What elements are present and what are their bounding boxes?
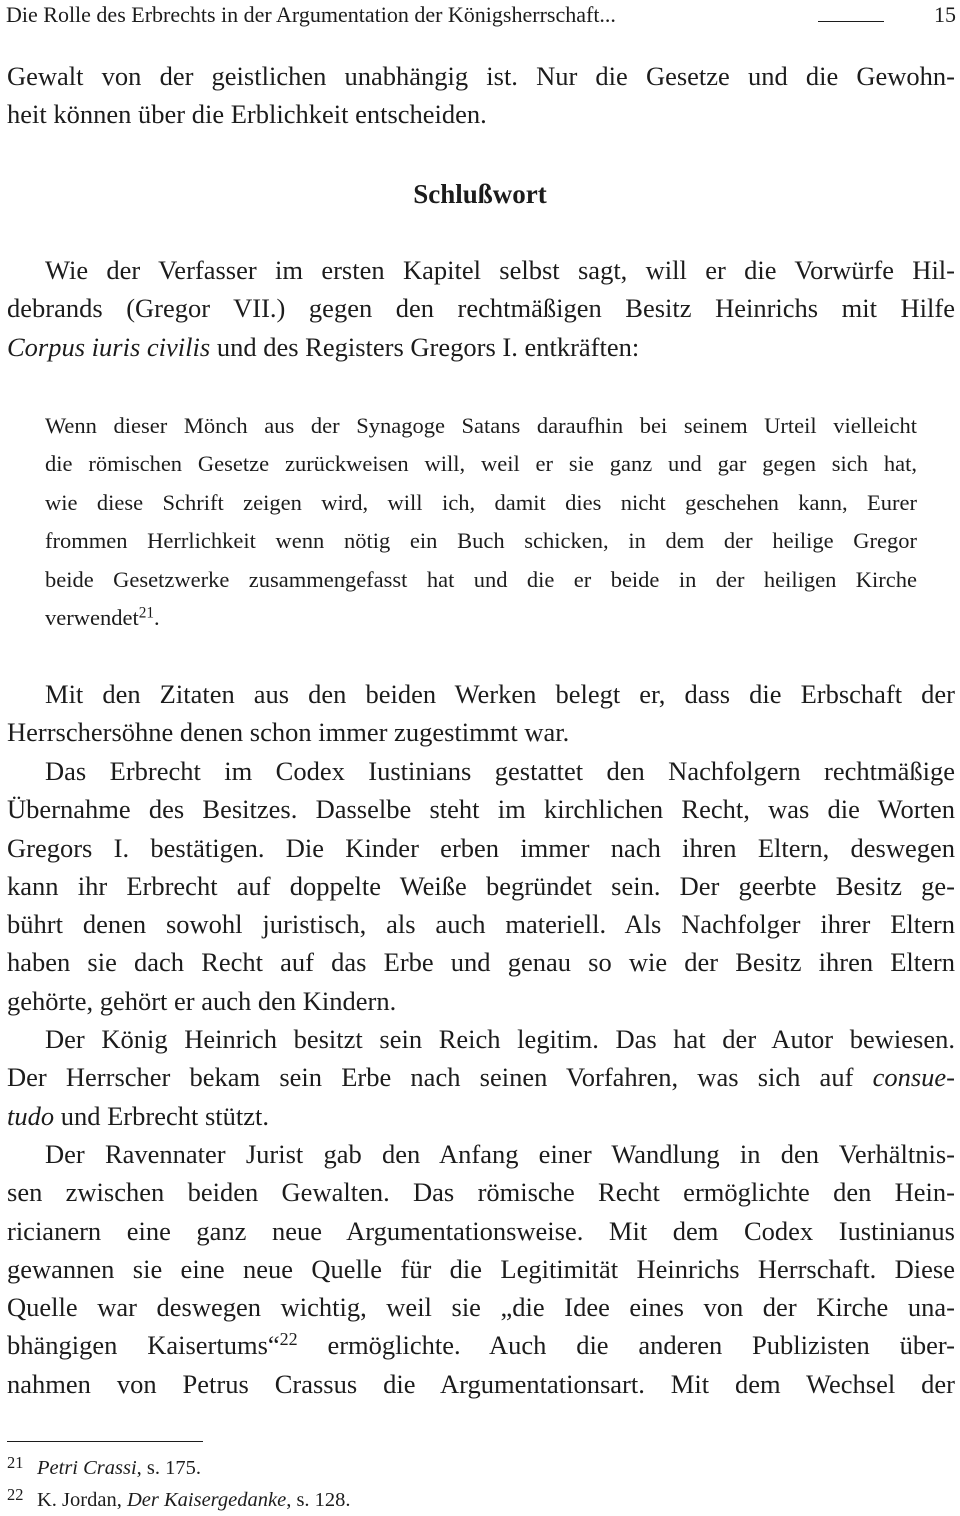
text-line: sen zwischen beiden Gewalten. Das römische Recht ermöglichte den Hein- [7, 1177, 955, 1208]
italic-text: consue- [872, 1062, 955, 1093]
text-line [7, 1097, 955, 1135]
header-rule [818, 21, 884, 22]
page-number: 15 [934, 2, 956, 27]
text-span: ermöglichte. Auch die anderen Publizisten über- [297, 1330, 955, 1361]
text-line: Der König Heinrich besitzt sein Reich legitim. Das hat der Autor bewiesen. [45, 1024, 955, 1054]
paragraph-zitaten [7, 675, 955, 752]
text-line: nahmen von Petrus Crassus die Argumentationsart. Mit dem Wechsel der [7, 1368, 955, 1399]
text-span: , s. 128. [286, 1489, 351, 1511]
running-title: Die Rolle des Erbrechts in der Argumentation der Königsherrschaft... [6, 2, 616, 27]
intro-paragraph [7, 57, 955, 134]
quote-line: wie diese Schrift zeigen wird, will ich, damit dies nicht geschehen kann, Eurer [45, 489, 917, 515]
paragraph-intro-schlusswort [7, 251, 955, 366]
text-span: verwendet [45, 605, 139, 631]
text-line [7, 328, 955, 366]
text-span: und Erbrecht stützt. [54, 1100, 270, 1131]
text-span: , s. 175. [136, 1457, 202, 1479]
text-span: K. Jordan, [37, 1489, 127, 1511]
text-line: Wie der Verfasser im ersten Kapitel selbst sagt, will er die Vorwürfe Hil- [45, 255, 955, 285]
text-line: bührt denen sowohl juristisch, als auch materiell. Als Nachfolger ihrer Eltern [7, 909, 955, 940]
text-line: ricianern eine ganz neue Argumentationsweise. Mit dem Codex Iustinianus [7, 1215, 955, 1246]
footnote-22: 22 K. Jordan, Der Kaisergedanke, s. 128. [7, 1485, 351, 1511]
paragraph-erbrecht [7, 752, 955, 1020]
footnote-ref-22: 22 [279, 1329, 298, 1350]
text-span: Der Herrscher bekam sein Erbe nach seinen Vorfahren, was sich auf [7, 1062, 873, 1093]
text-line: gehörte, gehört er auch den Kindern. [7, 985, 397, 1016]
text-line [7, 1058, 955, 1096]
footnote-21: 21 Petri Crassi, s. 175. [7, 1453, 202, 1479]
text-line: kann ihr Erbrecht auf doppelte Weiße begründet sein. Der geerbte Besitz ge- [7, 870, 955, 901]
text-line: Gregors I. bestätigen. Die Kinder erben immer nach ihren Eltern, deswegen [7, 832, 955, 863]
quote-line: frommen Herrlichkeit wenn nötig ein Buch schicken, in dem der heilige Gregor [45, 528, 917, 554]
text-line: Quelle war deswegen wichtig, weil sie „die Idee eines von der Kirche una- [7, 1292, 955, 1323]
italic-text: Corpus iuris civilis [7, 331, 211, 362]
running-header [6, 0, 956, 30]
text-line: Gewalt von der geistlichen unabhängig ist. Nur die Gesetze und die Gewohn- [7, 61, 955, 91]
footnote-ref-21: 21 [138, 604, 154, 622]
paragraph-ravennater [7, 1135, 955, 1403]
text-line [7, 1326, 955, 1364]
text-line: heit können über die Erblichkeit entscheiden. [7, 99, 487, 130]
text-line: debrands (Gregor VII.) gegen den rechtmäßigen Besitz Heinrichs mit Hilfe [7, 293, 955, 324]
text-line: Mit den Zitaten aus den beiden Werken belegt er, dass die Erbschaft der [45, 679, 955, 709]
text-line: Das Erbrecht im Codex Iustinians gestattet den Nachfolgern rechtmäßige [45, 756, 955, 786]
footnotes [7, 1452, 351, 1516]
text-line: Übernahme des Besitzes. Dasselbe steht im kirchlichen Recht, was die Worten [7, 794, 955, 825]
text-line: Der Ravennater Jurist gab den Anfang einer Wandlung in den Verhältnis- [45, 1139, 955, 1169]
italic-text: Petri Crassi [37, 1457, 137, 1479]
text-span: bhängigen Kaisertums“ [7, 1330, 280, 1361]
italic-text: tudo [7, 1100, 55, 1131]
text-span: . [154, 605, 160, 631]
quote-line: beide Gesetzwerke zusammengefasst hat und die er beide in der heiligen Kirche [45, 566, 917, 592]
quote-line [45, 599, 917, 637]
italic-text: Der Kaisergedanke [126, 1489, 287, 1511]
block-quote [45, 407, 917, 637]
section-title: Schlußwort [413, 179, 547, 209]
footnote-rule [7, 1441, 203, 1442]
paragraph-koenig-heinrich [7, 1020, 955, 1135]
text-line: haben sie dach Recht auf das Erbe und genau so wie der Besitz ihren Eltern [7, 947, 955, 978]
quote-line: Wenn dieser Mönch aus der Synagoge Satans daraufhin bei seinem Urteil vielleicht [45, 413, 917, 438]
quote-line: die römischen Gesetze zurückweisen will, weil er sie ganz und gar gegen sich hat, [45, 451, 917, 477]
text-line: gewannen sie eine neue Quelle für die Legitimität Heinrichs Herrschaft. Diese [7, 1253, 955, 1284]
text-line: Herrschersöhne denen schon immer zugestimmt war. [7, 717, 570, 748]
text-span: und des Registers Gregors I. entkräften: [210, 331, 640, 362]
